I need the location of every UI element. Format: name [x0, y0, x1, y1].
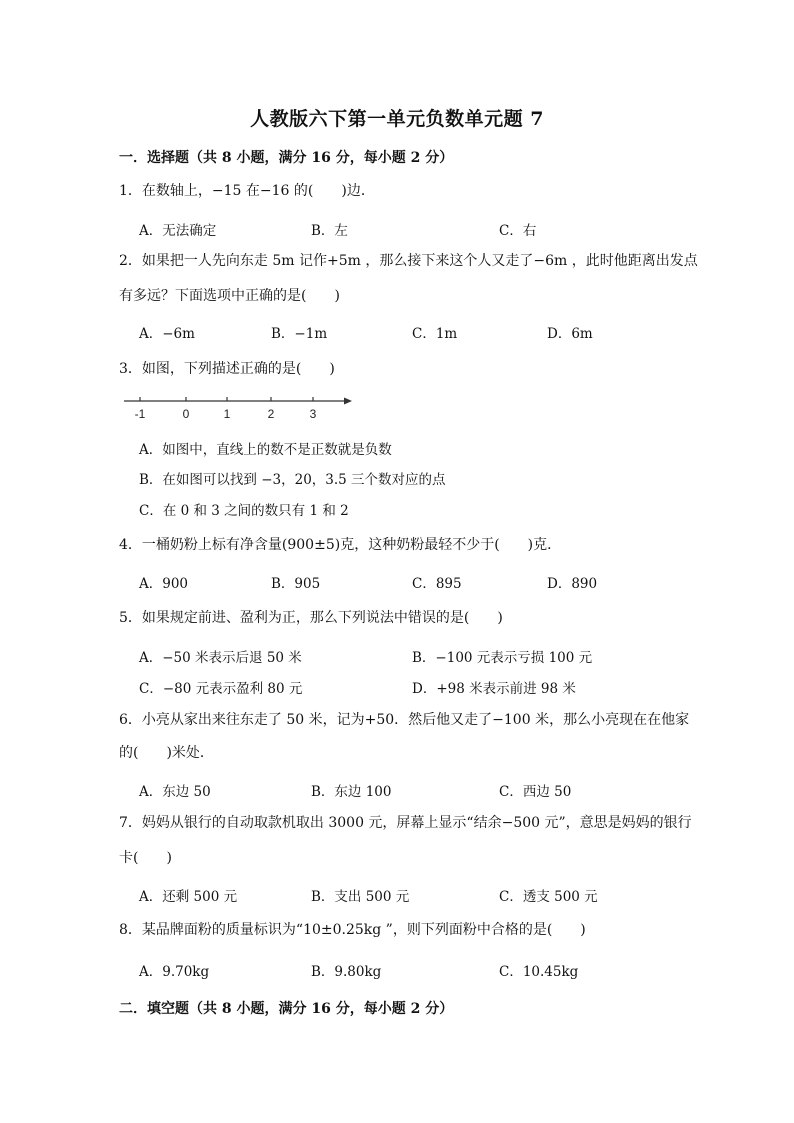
q4-option-c: C．895: [412, 576, 462, 592]
question-4: 4．一桶奶粉上标有净含量(900±5)克，这种奶粉最轻不少于( )克．: [119, 537, 562, 553]
q8-option-c: C．10.45kg: [499, 964, 579, 980]
q2-option-b: B．−1m: [271, 326, 328, 342]
q3-option-b: B．在如图可以找到 −3，20，3.5 三个数对应的点: [139, 472, 446, 488]
q5-option-d: D．+98 米表示前进 98 米: [412, 681, 576, 697]
tick-label: 1: [223, 407, 231, 421]
section-heading-choice: 一．选择题（共 8 小题，满分 16 分，每小题 2 分）: [119, 150, 454, 166]
q6-option-a: A．东边 50: [139, 784, 211, 800]
q1-option-c: C．右: [499, 223, 537, 239]
q4-option-d: D．890: [547, 576, 598, 592]
q4-option-a: A．900: [139, 576, 189, 592]
question-6-line-2: 的( )米处．: [119, 745, 214, 761]
number-line-arrow: [344, 398, 352, 405]
q1-option-b: B．左: [311, 223, 348, 239]
question-6-line-1: 6．小亮从家出来往东走了 50 米，记为+50．然后他又走了−100 米，那么小亮现在在他家: [119, 712, 690, 728]
question-2-line-2: 有多远？下面选项中正确的是( ): [119, 288, 340, 304]
q3-option-c: C．在 0 和 3 之间的数只有 1 和 2: [139, 503, 349, 519]
question-8: 8．某品牌面粉的质量标识为“10±0.25kg ”，则下列面粉中合格的是( ): [119, 922, 586, 938]
q2-option-a: A．−6m: [139, 326, 195, 342]
q3-option-a: A．如图中，直线上的数不是正数就是负数: [139, 442, 392, 458]
tick-label: 0: [182, 407, 190, 421]
q5-option-a: A．−50 米表示后退 50 米: [139, 650, 302, 666]
question-1: 1．在数轴上，−15 在−16 的( )边．: [119, 183, 375, 199]
number-line-figure: [122, 392, 358, 422]
question-5: 5．如果规定前进、盈利为正，那么下列说法中错误的是( ): [119, 610, 503, 626]
q5-option-c: C．−80 元表示盈利 80 元: [139, 681, 303, 697]
q2-option-d: D．6m: [547, 326, 593, 342]
q6-option-c: C．西边 50: [499, 784, 572, 800]
page-title: 人教版六下第一单元负数单元题 7: [250, 108, 544, 130]
tick-label: -1: [134, 407, 146, 421]
question-7-line-1: 7．妈妈从银行的自动取款机取出 3000 元，屏幕上显示“结余−500 元”，意思是妈妈的银行: [119, 815, 692, 831]
q8-option-a: A．9.70kg: [139, 964, 210, 980]
question-2-line-1: 2．如果把一人先向东走 5m 记作+5m ，那么接下来这个人又走了−6m ，此时他距离出发点: [119, 253, 698, 269]
q8-option-b: B．9.80kg: [311, 964, 382, 980]
q7-option-a: A．还剩 500 元: [139, 889, 238, 905]
question-3: 3．如图，下列描述正确的是( ): [119, 361, 335, 377]
tick-label: 2: [267, 407, 275, 421]
tick-label: 3: [309, 407, 317, 421]
q4-option-b: B．905: [271, 576, 321, 592]
question-7-line-2: 卡( ): [119, 850, 172, 866]
q7-option-b: B．支出 500 元: [311, 889, 410, 905]
q6-option-b: B．东边 100: [311, 784, 392, 800]
section-heading-fill-in: 二．填空题（共 8 小题，满分 16 分，每小题 2 分）: [119, 1001, 454, 1017]
q1-option-a: A．无法确定: [139, 223, 217, 239]
q5-option-b: B．−100 元表示亏损 100 元: [412, 650, 593, 666]
q2-option-c: C．1m: [412, 326, 458, 342]
q7-option-c: C．透支 500 元: [499, 889, 598, 905]
